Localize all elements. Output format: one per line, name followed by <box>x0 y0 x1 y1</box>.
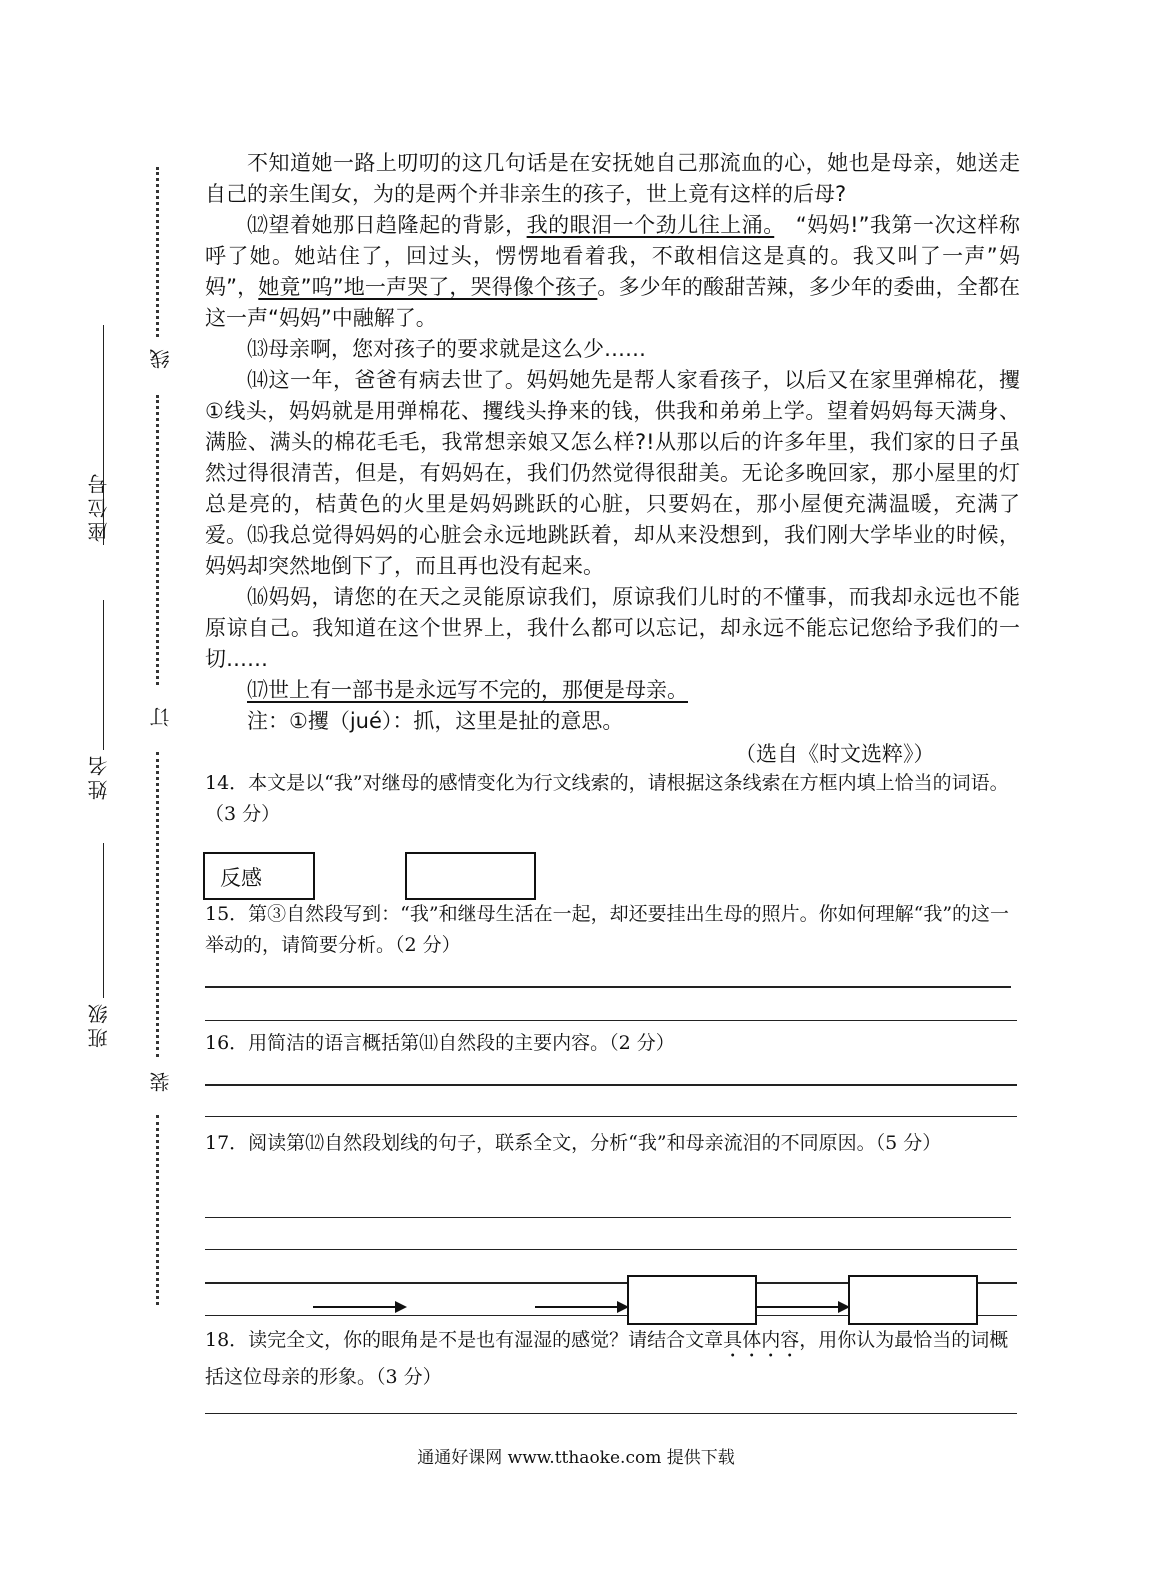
answer-box-4[interactable] <box>848 1275 978 1325</box>
name-line <box>103 600 104 750</box>
question-17: 17．阅读第⑿自然段划线的句子，联系全文，分析“我”和母亲流泪的不同原因。（5 分） <box>205 1132 942 1154</box>
question-18: 18．读完全文，你的眼角是不是也有湿湿的感觉？请结合文章具体内容，用你认为最恰当的词概括这位母亲的形象。（3 分） <box>205 1329 1009 1388</box>
binding-dots-1 <box>156 167 159 337</box>
answer-line-15a[interactable] <box>205 986 1011 988</box>
passage-paragraph-12: ⑿望着她那日趋隆起的背影，我的眼泪一个劲儿往上涌。 “妈妈!”我第一次这样称呼了她。她站住了，回过头，愣愣地看着我，不敢相信这是真的。我又叫了一声”妈妈”，她竟”呜”地一声哭了，哭得像个孩子。多少年的酸甜苦辣，多少年的委曲，全都在这一声“妈妈”中融解了。 <box>205 213 1021 330</box>
passage-paragraph-16: ⒃妈妈，请您的在天之灵能原谅我们，原谅我们儿时的不懂事，而我却永远也不能原谅自己。我知道在这个世界上，我什么都可以忘记，却永远不能忘记您给予我们的一切…… <box>205 585 1020 671</box>
answer-line-18[interactable] <box>205 1413 1017 1414</box>
passage-paragraph-13: ⒀母亲啊，您对孩子的要求就是这么少…… <box>247 337 646 361</box>
answer-line-16a[interactable] <box>205 1084 1017 1086</box>
question-15: 15．第③自然段写到：“我”和继母生活在一起，却还要挂出生母的照片。你如何理解“我”的这一举动的，请简要分析。（2 分） <box>205 903 1010 956</box>
passage-source: （选自《时文选粹》） <box>735 742 935 766</box>
answer-line-17a[interactable] <box>205 1217 1011 1218</box>
answer-line-15b[interactable] <box>205 1020 1017 1021</box>
passage-paragraph-14: ⒁这一年，爸爸有病去世了。妈妈她先是帮人家看孩子，以后又在家里弹棉花，攫①线头，妈妈就是用弹棉花、攫线头挣来的钱，供我和弟弟上学。望着妈妈每天满身、满脸、满头的棉花毛毛，我常想亲娘又怎么样?!从那以后的许多年里，我们家的日子虽然过得很清苦，但是，有妈妈在，我们仍然觉得很甜美。无论多晚回家，那小屋里的灯总是亮的，桔黄色的火里是妈妈跳跃的心脏，只要妈在，那小屋便充满温暖，充满了爱。 <box>205 368 1020 547</box>
flow-arrow-2 <box>535 1306 627 1308</box>
emphasized-phrase: 具体内容 <box>723 1329 800 1351</box>
passage-paragraph-15: ⒂我总觉得妈妈的心脏会永远地跳跃着，却从来没想到，我们刚大学毕业的时候，妈妈却突然地倒下了，而且再也没有起来。 <box>205 523 1020 578</box>
underlined-final-sentence: ⒄世上有一部书是永远写不完的，那便是母亲。 <box>247 678 688 702</box>
binding-char-ding: 订 <box>149 703 173 727</box>
seat-label: 座位号 <box>87 470 111 542</box>
question-16: 16．用简洁的语言概括第⑾自然段的主要内容。（2 分） <box>205 1032 675 1054</box>
answer-box-2[interactable] <box>405 852 536 900</box>
answer-line-16b[interactable] <box>205 1116 1017 1117</box>
answer-box-1 <box>203 852 315 900</box>
flow-arrow-3 <box>757 1306 848 1308</box>
page-footer: 通通好课网 www.tthaoke.com 提供下载 <box>417 1448 735 1468</box>
binding-dots-4 <box>156 1115 159 1305</box>
underlined-sentence-2: 她竟”呜”地一声哭了，哭得像个孩子 <box>258 275 598 299</box>
passage-paragraph-17 <box>205 675 1020 706</box>
flow-arrow-1 <box>313 1306 405 1308</box>
underlined-sentence-1: 我的眼泪一个劲儿往上涌。 <box>526 213 775 237</box>
binding-char-zhuang: 装 <box>149 1068 173 1092</box>
answer-line-17b[interactable] <box>205 1249 1017 1250</box>
binding-dots-2 <box>156 395 159 685</box>
question-14: 14．本文是以“我”对继母的感情变化为行文线索的，请根据这条线索在方框内填上恰当的词语。（3 分） <box>205 772 1009 825</box>
binding-dots-3 <box>156 752 159 1057</box>
class-label: 班级 <box>87 1000 111 1048</box>
answer-box-1-text: 反感 <box>220 866 262 890</box>
passage-paragraph: 不知道她一路上叨叨的这几句话是在安抚她自己那流血的心，她也是母亲，她送走自己的亲生闺女，为的是两个并非亲生的孩子，世上竟有这样的后母? <box>205 151 1020 206</box>
binding-char-line: 线 <box>149 345 173 369</box>
passage-note: 注：①攫（jué）：抓，这里是扯的意思。 <box>247 709 624 733</box>
answer-box-3[interactable] <box>627 1275 757 1325</box>
name-label: 姓名 <box>87 752 111 800</box>
class-line <box>103 843 104 998</box>
